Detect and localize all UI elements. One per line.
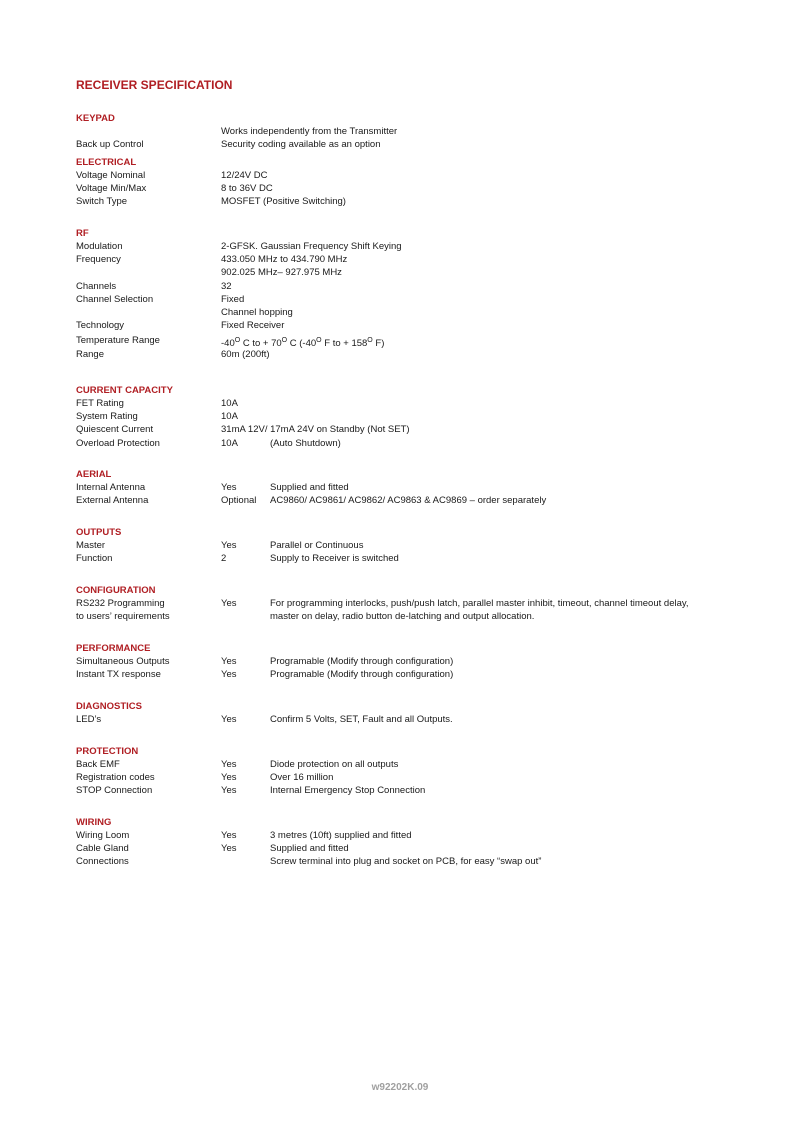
spec-note: 3 metres (10ft) supplied and fitted bbox=[270, 830, 412, 841]
electrical-heading: ELECTRICAL bbox=[76, 157, 137, 168]
spec-note: Supplied and fitted bbox=[270, 843, 349, 855]
spec-value: Security coding available as an option bbox=[221, 139, 381, 151]
spec-label: Back up Control bbox=[76, 139, 144, 151]
spec-value: Channel hopping bbox=[221, 306, 293, 318]
spec-label: Voltage Nominal bbox=[76, 170, 146, 181]
spec-note: Supplied and fitted bbox=[270, 482, 349, 493]
spec-note: Programable (Modify through configuration) bbox=[270, 656, 454, 667]
spec-row bbox=[76, 280, 756, 293]
page-title: RECEIVER SPECIFICATION bbox=[76, 78, 233, 92]
spec-label: Back EMF bbox=[76, 759, 120, 770]
spec-note: Over 16 million bbox=[270, 772, 334, 784]
spec-value: 10A bbox=[221, 437, 238, 449]
spec-label: Instant TX response bbox=[76, 669, 161, 681]
spec-note: Diode protection on all outputs bbox=[270, 759, 399, 770]
spec-label: Voltage Min/Max bbox=[76, 183, 147, 195]
spec-label: External Antenna bbox=[76, 495, 149, 507]
temperature-row bbox=[76, 332, 756, 348]
spec-value: Yes bbox=[221, 714, 237, 725]
spec-label: Master bbox=[76, 540, 106, 551]
spec-row bbox=[76, 758, 756, 771]
spec-note: (Auto Shutdown) bbox=[270, 437, 341, 449]
outputs-heading: OUTPUTS bbox=[76, 527, 122, 538]
spec-label: Registration codes bbox=[76, 772, 155, 784]
configuration-section bbox=[76, 584, 756, 623]
spec-value: Yes bbox=[221, 656, 237, 667]
spec-row bbox=[76, 125, 756, 138]
wiring-heading: WIRING bbox=[76, 817, 112, 828]
spec-label: Overload Protection bbox=[76, 437, 160, 449]
performance-section bbox=[76, 642, 756, 681]
spec-row bbox=[76, 842, 756, 855]
spec-label: Cable Gland bbox=[76, 843, 129, 855]
spec-row bbox=[76, 348, 756, 361]
spec-note: Parallel or Continuous bbox=[270, 540, 364, 551]
spec-label: to users’ requirements bbox=[76, 611, 170, 623]
spec-label: Wiring Loom bbox=[76, 830, 130, 841]
spec-row bbox=[76, 610, 756, 623]
spec-row bbox=[76, 481, 756, 494]
spec-value: Yes bbox=[221, 759, 237, 770]
spec-value: 12/24V DC bbox=[221, 170, 268, 181]
keypad-section bbox=[76, 112, 756, 151]
spec-label: Channels bbox=[76, 280, 117, 292]
spec-label: Function bbox=[76, 553, 113, 565]
spec-label: LED’s bbox=[76, 714, 102, 725]
spec-label: Channel Selection bbox=[76, 293, 154, 305]
spec-row bbox=[76, 138, 756, 151]
spec-row bbox=[76, 552, 756, 565]
wiring-section bbox=[76, 816, 756, 869]
spec-note: Confirm 5 Volts, SET, Fault and all Outputs. bbox=[270, 714, 453, 725]
current-capacity-section bbox=[76, 384, 756, 450]
aerial-heading: AERIAL bbox=[76, 469, 112, 480]
temperature-part: C to + 70 bbox=[240, 338, 282, 350]
spec-label: FET Rating bbox=[76, 398, 124, 409]
spec-value: Fixed Receiver bbox=[221, 320, 285, 332]
spec-value: Yes bbox=[221, 598, 237, 609]
spec-label: Temperature Range bbox=[76, 335, 160, 347]
spec-value: Works independently from the Transmitter bbox=[221, 126, 398, 137]
degree-symbol: O bbox=[316, 337, 322, 345]
spec-row bbox=[76, 293, 756, 306]
spec-label: System Rating bbox=[76, 411, 138, 423]
spec-value: 60m (200ft) bbox=[221, 349, 270, 361]
spec-row bbox=[76, 240, 756, 253]
spec-row bbox=[76, 410, 756, 423]
document-code: w92202K.09 bbox=[371, 1082, 429, 1093]
spec-row bbox=[76, 169, 756, 182]
spec-value: 10A bbox=[221, 398, 238, 409]
diagnostics-heading: DIAGNOSTICS bbox=[76, 701, 142, 712]
spec-value: Yes bbox=[221, 772, 237, 784]
spec-value: 8 to 36V DC bbox=[221, 183, 273, 195]
degree-symbol: O bbox=[234, 337, 241, 345]
spec-row bbox=[76, 784, 756, 797]
spec-value: 32 bbox=[221, 280, 232, 292]
spec-row bbox=[76, 668, 756, 681]
spec-value: Yes bbox=[221, 785, 237, 797]
spec-label: Frequency bbox=[76, 254, 121, 266]
spec-label: Simultaneous Outputs bbox=[76, 656, 170, 667]
diagnostics-section bbox=[76, 700, 756, 726]
spec-value: Yes bbox=[221, 669, 237, 681]
spec-row bbox=[76, 306, 756, 319]
spec-row bbox=[76, 597, 756, 610]
spec-label: Internal Antenna bbox=[76, 482, 146, 493]
spec-label: Quiescent Current bbox=[76, 424, 154, 436]
spec-label: Technology bbox=[76, 320, 125, 332]
spec-row bbox=[76, 397, 756, 410]
spec-label: Connections bbox=[76, 856, 129, 868]
spec-row bbox=[76, 713, 756, 726]
temperature-part: -40 bbox=[221, 338, 235, 350]
spec-row bbox=[76, 437, 756, 450]
current-capacity-heading: CURRENT CAPACITY bbox=[76, 385, 173, 396]
spec-label: Range bbox=[76, 349, 104, 361]
temperature-part: F) bbox=[372, 338, 385, 350]
spec-value: Yes bbox=[221, 540, 237, 551]
degree-symbol: O bbox=[367, 337, 373, 345]
keypad-heading: KEYPAD bbox=[76, 113, 115, 124]
rf-section bbox=[76, 227, 756, 362]
configuration-heading: CONFIGURATION bbox=[76, 585, 156, 596]
spec-value: 2 bbox=[221, 553, 227, 565]
spec-note: master on delay, radio button de-latching and output allocation. bbox=[270, 611, 535, 623]
spec-label: STOP Connection bbox=[76, 785, 153, 797]
aerial-section bbox=[76, 468, 756, 507]
spec-row bbox=[76, 182, 756, 195]
spec-value: 433.050 MHz to 434.790 MHz bbox=[221, 254, 348, 266]
protection-heading: PROTECTION bbox=[76, 746, 139, 757]
spec-row bbox=[76, 195, 756, 208]
spec-value: Yes bbox=[221, 843, 237, 855]
spec-row bbox=[76, 771, 756, 784]
spec-row bbox=[76, 494, 756, 507]
spec-value: 2-GFSK. Gaussian Frequency Shift Keying bbox=[221, 241, 402, 252]
spec-row bbox=[76, 253, 756, 266]
spec-note: Supply to Receiver is switched bbox=[270, 553, 399, 565]
spec-note: AC9860/ AC9861/ AC9862/ AC9863 & AC9869 – order separately bbox=[270, 495, 547, 507]
spec-label: RS232 Programming bbox=[76, 598, 165, 609]
spec-note: Programable (Modify through configuration) bbox=[270, 669, 454, 681]
spec-note: Screw terminal into plug and socket on PCB, for easy “swap out” bbox=[270, 856, 542, 868]
spec-value: Optional bbox=[221, 495, 257, 507]
spec-row bbox=[76, 855, 756, 868]
spec-label: Switch Type bbox=[76, 196, 128, 208]
spec-row bbox=[76, 266, 756, 279]
spec-value: 10A bbox=[221, 411, 238, 423]
spec-note: Internal Emergency Stop Connection bbox=[270, 785, 426, 797]
outputs-section bbox=[76, 526, 756, 565]
spec-row bbox=[76, 829, 756, 842]
degree-symbol: O bbox=[281, 337, 288, 345]
protection-section bbox=[76, 745, 756, 798]
spec-value: Yes bbox=[221, 830, 237, 841]
spec-row bbox=[76, 655, 756, 668]
rf-heading: RF bbox=[76, 228, 89, 239]
spec-value: Yes bbox=[221, 482, 237, 493]
electrical-section bbox=[76, 156, 756, 209]
spec-note: For programming interlocks, push/push latch, parallel master inhibit, timeout, channel timeout delay, bbox=[270, 598, 689, 609]
temperature-part: C (-40 bbox=[287, 338, 317, 350]
spec-value: MOSFET (Positive Switching) bbox=[221, 196, 346, 208]
spec-row bbox=[76, 423, 756, 436]
spec-value: 31mA 12V/ 17mA 24V on Standby (Not SET) bbox=[221, 424, 410, 436]
performance-heading: PERFORMANCE bbox=[76, 643, 151, 654]
spec-value: Fixed bbox=[221, 293, 245, 305]
spec-label: Modulation bbox=[76, 241, 123, 252]
spec-row bbox=[76, 539, 756, 552]
spec-value: 902.025 MHz– 927.975 MHz bbox=[221, 267, 342, 279]
spec-row bbox=[76, 319, 756, 332]
temperature-part: F to + 158 bbox=[321, 338, 368, 350]
